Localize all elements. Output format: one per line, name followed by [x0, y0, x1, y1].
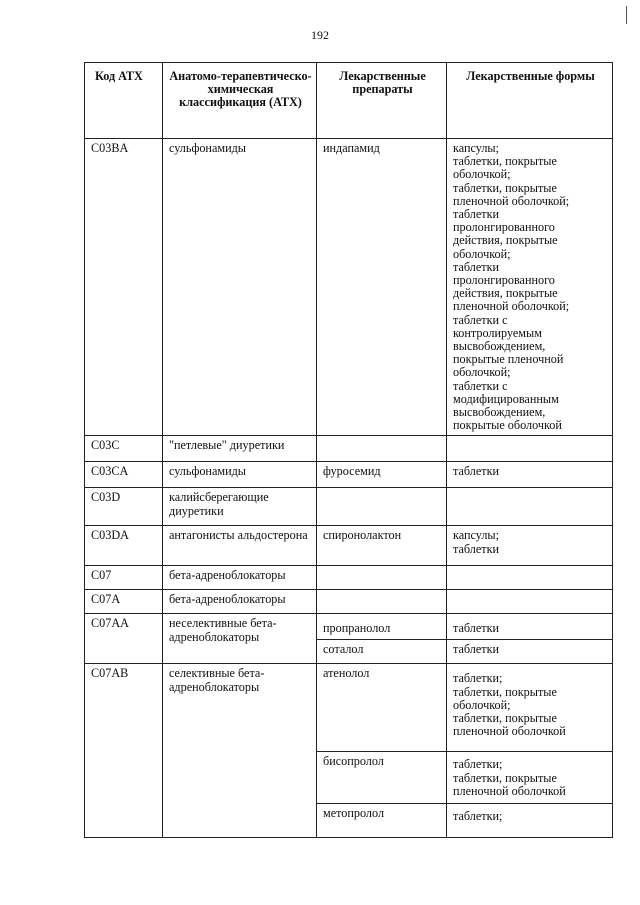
- form-line: таблетки: [453, 259, 500, 274]
- form-line: таблетки с: [453, 312, 508, 327]
- table-row: [85, 462, 613, 488]
- cell-drug: [317, 436, 447, 462]
- form-line: таблетки, покрытые: [453, 154, 557, 169]
- table-row: [85, 614, 613, 640]
- form-line: таблетки;: [453, 671, 503, 686]
- table-row: [85, 590, 613, 614]
- cell-code: C07AB: [85, 664, 163, 838]
- cell-forms: [447, 664, 613, 752]
- cell-code: C03BA: [85, 139, 163, 436]
- cell-forms: таблетки: [447, 614, 613, 640]
- form-line: таблетки;: [453, 809, 503, 824]
- cell-drug: фуросемид: [317, 462, 447, 488]
- form-line: действия, покрытые: [453, 233, 558, 248]
- cell-drug: метопролол: [317, 804, 447, 838]
- form-line: пленочной оболочкой;: [453, 193, 570, 208]
- cell-code: C03C: [85, 436, 163, 462]
- form-line: капсулы;: [453, 528, 499, 543]
- cell-code: C07: [85, 566, 163, 590]
- edge-mark: [626, 6, 627, 24]
- form-line: оболочкой;: [453, 365, 511, 380]
- cell-code: C07A: [85, 590, 163, 614]
- form-line: таблетки, покрытые: [453, 711, 557, 726]
- page-number: 192: [311, 28, 329, 42]
- cell-classification: калийсберегающие диуретики: [163, 488, 317, 526]
- cell-code: C03DA: [85, 526, 163, 566]
- form-line: покрытые оболочкой: [453, 418, 562, 433]
- form-line: таблетки: [453, 207, 500, 222]
- form-line: оболочкой;: [453, 246, 511, 261]
- cell-classification: селективные бета-адреноблокаторы: [163, 664, 317, 838]
- table-row: [85, 526, 613, 566]
- form-line: пленочной оболочкой: [453, 724, 566, 739]
- header-classification: Анатомо-терапевтическо-химическая классификация (АТХ): [163, 63, 317, 139]
- cell-classification: сульфонамиды: [163, 462, 317, 488]
- cell-classification: "петлевые" диуретики: [163, 436, 317, 462]
- cell-forms: таблетки: [447, 640, 613, 664]
- table-row: [85, 664, 613, 752]
- cell-forms: [447, 590, 613, 614]
- cell-drug: [317, 488, 447, 526]
- header-drugs: Лекарственные препараты: [317, 63, 447, 139]
- table-row: [85, 566, 613, 590]
- table-header-row: [85, 63, 613, 139]
- form-line: оболочкой;: [453, 697, 511, 712]
- cell-code: C03CA: [85, 462, 163, 488]
- form-line: таблетки;: [453, 757, 503, 772]
- cell-drug: соталол: [317, 640, 447, 664]
- cell-code: C03D: [85, 488, 163, 526]
- form-line: пролонгированного: [453, 220, 555, 235]
- atx-table-container: [84, 62, 612, 838]
- cell-drug: спиронолактон: [317, 526, 447, 566]
- cell-code: C07AA: [85, 614, 163, 664]
- cell-forms: [447, 488, 613, 526]
- form-line: пленочной оболочкой;: [453, 299, 570, 314]
- cell-drug: [317, 590, 447, 614]
- form-line: таблетки, покрытые: [453, 770, 557, 785]
- cell-forms: [447, 526, 613, 566]
- form-line: пролонгированного: [453, 273, 555, 288]
- cell-classification: неселективные бета-адреноблокаторы: [163, 614, 317, 664]
- cell-forms: [447, 436, 613, 462]
- table-row: [85, 436, 613, 462]
- cell-drug: атенолол: [317, 664, 447, 752]
- form-line: модифицированным: [453, 391, 559, 406]
- cell-classification: антагонисты альдостерона: [163, 526, 317, 566]
- form-line: таблетки с: [453, 378, 508, 393]
- form-line: оболочкой;: [453, 167, 511, 182]
- header-code: Код АТХ: [85, 63, 163, 139]
- atx-table: [84, 62, 613, 838]
- form-line: высвобождением,: [453, 339, 546, 354]
- table-row: [85, 488, 613, 526]
- header-forms: Лекарственные формы: [447, 63, 613, 139]
- table-row: [85, 139, 613, 436]
- cell-forms: [447, 804, 613, 838]
- form-line: покрытые пленочной: [453, 352, 564, 367]
- form-line: пленочной оболочкой: [453, 783, 566, 798]
- form-line: действия, покрытые: [453, 286, 558, 301]
- cell-forms: [447, 139, 613, 436]
- cell-forms: таблетки: [447, 462, 613, 488]
- form-line: контролируемым: [453, 325, 542, 340]
- cell-classification: бета-адреноблокаторы: [163, 590, 317, 614]
- cell-forms: [447, 566, 613, 590]
- cell-drug: индапамид: [317, 139, 447, 436]
- form-line: таблетки, покрытые: [453, 180, 557, 195]
- form-line: таблетки: [453, 541, 500, 556]
- form-line: высвобождением,: [453, 405, 546, 420]
- form-line: капсулы;: [453, 141, 499, 155]
- form-line: таблетки, покрытые: [453, 684, 557, 699]
- cell-forms: [447, 752, 613, 804]
- cell-drug: пропранолол: [317, 614, 447, 640]
- cell-drug: [317, 566, 447, 590]
- cell-drug: бисопролол: [317, 752, 447, 804]
- cell-classification: сульфонамиды: [163, 139, 317, 436]
- cell-classification: бета-адреноблокаторы: [163, 566, 317, 590]
